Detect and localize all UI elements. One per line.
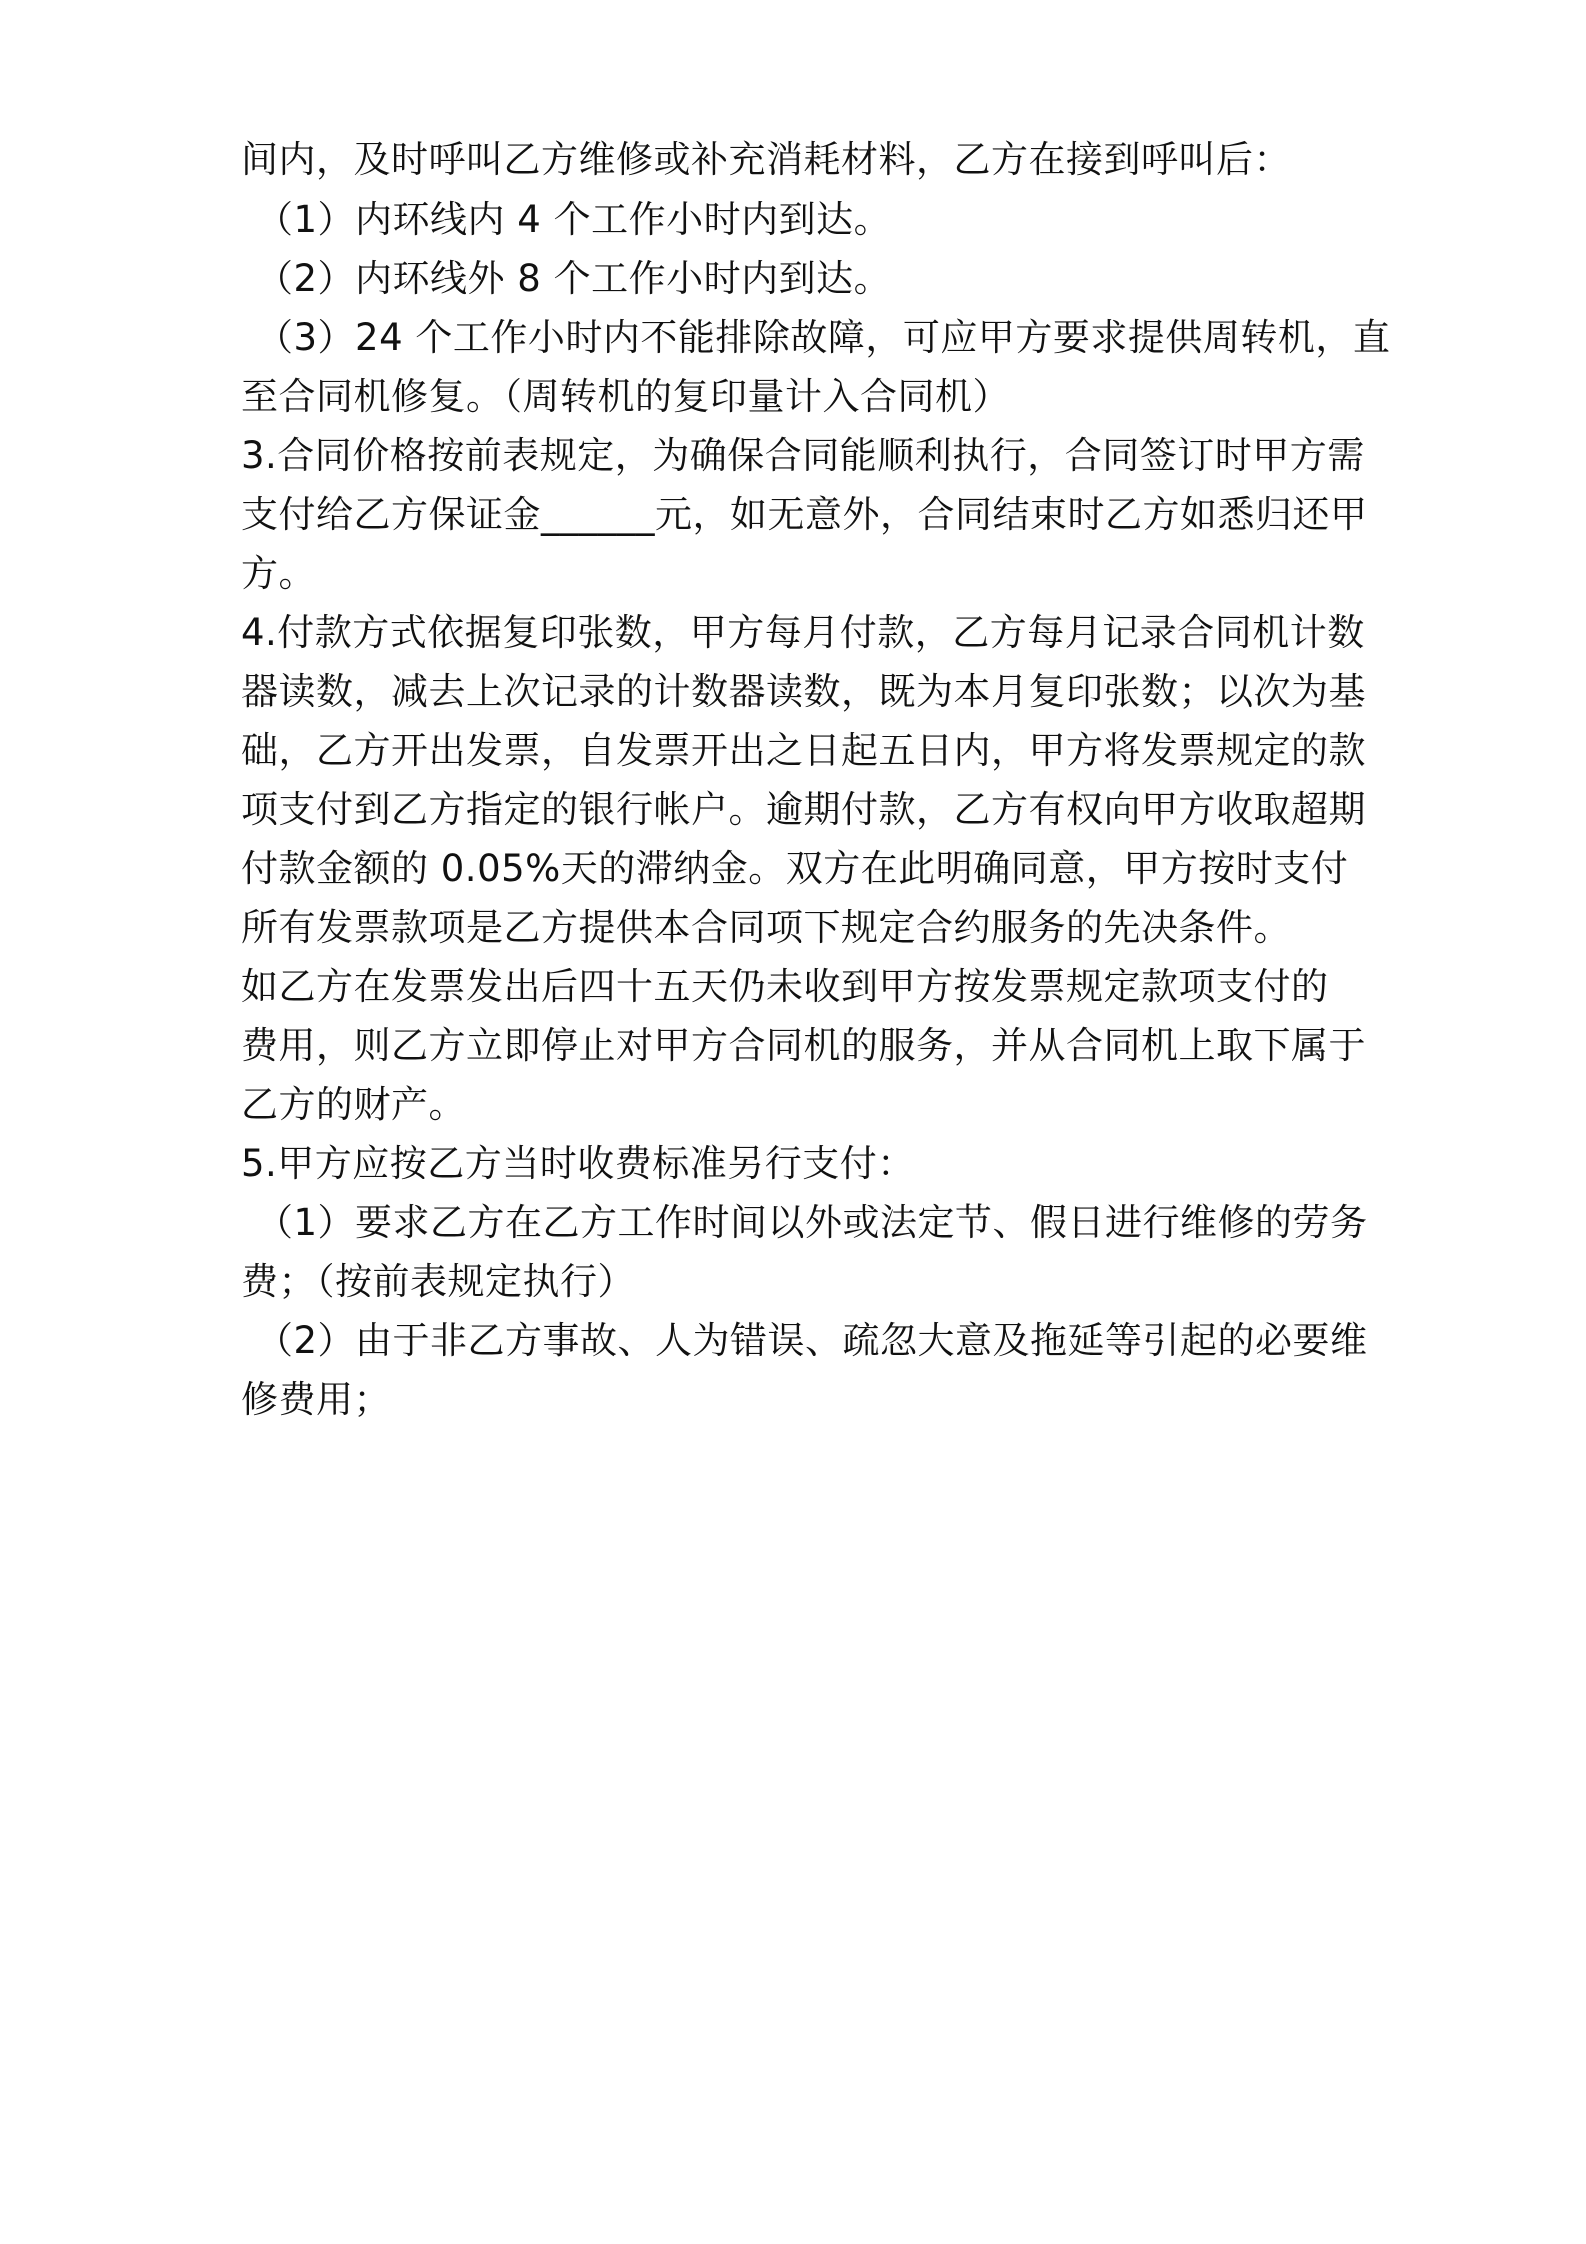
text-line: 间内，及时呼叫乙方维修或补充消耗材料，乙方在接到呼叫后：	[241, 138, 1291, 181]
text-line: （2）由于非乙方事故、人为错误、疏忽大意及拖延等引起的必要维	[256, 1319, 1368, 1362]
text-line: 项支付到乙方指定的银行帐户。逾期付款，乙方有权向甲方收取超期	[241, 788, 1366, 831]
text-line: 至合同机修复。（周转机的复印量计入合同机）	[241, 375, 1010, 418]
text-line: （1）内环线内 4 个工作小时内到达。	[256, 198, 892, 241]
text-line: 器读数，减去上次记录的计数器读数，既为本月复印张数；以次为基	[241, 670, 1366, 713]
text-line: 乙方的财产。	[241, 1083, 466, 1126]
text-line: 修费用；	[241, 1378, 391, 1421]
text-line: 费；（按前表规定执行）	[241, 1260, 635, 1303]
text-line: 如乙方在发票发出后四十五天仍未收到甲方按发票规定款项支付的	[241, 965, 1329, 1008]
text-line: 3.合同价格按前表规定，为确保合同能顺利执行，合同签订时甲方需	[241, 434, 1365, 477]
text-line: 5.甲方应按乙方当时收费标准另行支付：	[241, 1142, 915, 1185]
text-line: （2）内环线外 8 个工作小时内到达。	[256, 257, 892, 300]
text-line: 付款金额的 0.05%天的滞纳金。双方在此明确同意，甲方按时支付	[241, 847, 1349, 890]
text-line: （1）要求乙方在乙方工作时间以外或法定节、假日进行维修的劳务	[256, 1201, 1368, 1244]
text-line: 方。	[241, 552, 316, 595]
text-line: 支付给乙方保证金______元，如无意外，合同结束时乙方如悉归还甲	[241, 493, 1368, 536]
text-line: （3）24 个工作小时内不能排除故障，可应甲方要求提供周转机，直	[256, 316, 1391, 359]
text-line: 费用，则乙方立即停止对甲方合同机的服务，并从合同机上取下属于	[241, 1024, 1366, 1067]
text-line: 4.付款方式依据复印张数，甲方每月付款，乙方每月记录合同机计数	[241, 611, 1365, 654]
text-line: 所有发票款项是乙方提供本合同项下规定合约服务的先决条件。	[241, 906, 1291, 949]
text-line: 础，乙方开出发票，自发票开出之日起五日内，甲方将发票规定的款	[241, 729, 1366, 772]
